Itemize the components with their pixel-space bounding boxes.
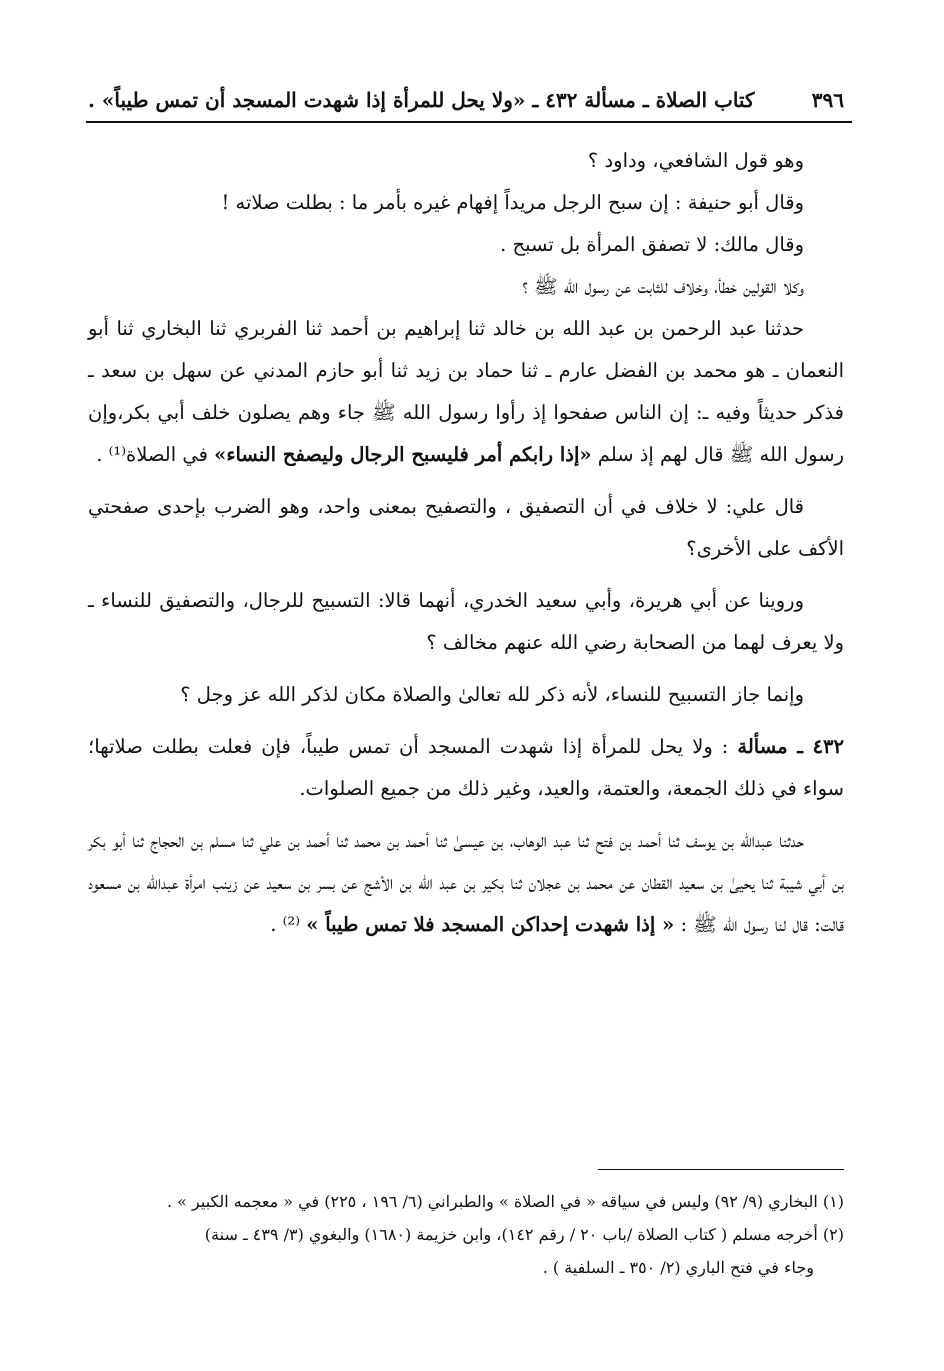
hadith-end-2: ⁽²⁾ . [270, 913, 301, 936]
hadith-chain: حدثنا عبد الرحمن بن عبد الله بن خالد ثنا إبراهيم بن أحمد ثنا الفربري ثنا البخاري ثنا أبو النعمان ـ هو محمد بن الفضل عارم ـ ثنا حماد بن زيد ثنا أبو حازم المدني عن سهل بن سعد ـ فذكر حديثاً وفيه ـ: إن الناس صفحوا إذ رأوا رسول الله ﷺ جاء وهم يصلون خلف أبي بكر،وإن رسول الله ﷺ قال لهم إذ سلم [88, 317, 844, 466]
running-title: كتاب الصلاة ـ مسألة ٤٣٢ ـ «ولا يحل للمرأة إذا شهدت المسجد أن تمس طيباً» . [88, 88, 755, 112]
paragraph-10 [88, 820, 844, 946]
paragraph-7: وروينا عن أبي هريرة، وأبي سعيد الخدري، أنهما قالا: التسبيح للرجال، والتصفيق للنساء ـ ولا يعرف لهما من الصحابة رضي الله عنهم مخالف ؟ [88, 589, 844, 654]
header-rule [86, 121, 852, 123]
hadith-quote: «إذا رابكم أمر فليسبح الرجال وليصفح النساء» [214, 443, 592, 466]
paragraph-2: وقال أبو حنيفة : إن سبح الرجل مريداً إفهام غيره بأمر ما : بطلت صلاته ! [221, 191, 804, 214]
footnote-rule [598, 1169, 844, 1170]
paragraph-4: وكلا القولين خطأ، وخلاف للثابت عن رسول الله ﷺ ؟ [522, 275, 804, 298]
paragraph-5 [88, 308, 844, 476]
main-text [88, 140, 844, 946]
issue-label: ٤٣٢ ـ مسألة [737, 735, 844, 758]
paragraph-6: قال علي: لا خلاف في أن التصفيق ، والتصفيح بمعنى واحد، وهو الضرب بإحدى صفحتي الأكف على الأخرى؟ [88, 495, 844, 560]
paragraph-9 [88, 726, 844, 810]
page-header [88, 72, 844, 112]
page-number: ٣٩٦ [811, 88, 844, 112]
paragraph-1: وهو قول الشافعي، وداود ؟ [587, 149, 804, 172]
hadith-quote-2: « إذا شهدت إحداكن المسجد فلا تمس طيباً » [306, 913, 675, 936]
issue-text: : ولا يحل للمرأة إذا شهدت المسجد أن تمس طيباً، فإن فعلت بطلت صلاتها؛ سواء في ذلك الجمعة، والعتمة، والعيد، وغير ذلك من جميع الصلوات. [88, 735, 844, 800]
footnote-1: (١) البخاري (٩/ ٩٢) وليس في سياقه « في الصلاة » والطبراني (٦/ ١٩٦ ، ٢٢٥) في « معجمه الكبير » . [166, 1192, 844, 1211]
footnotes [92, 1185, 844, 1284]
footnote-2: (٢) أخرجه مسلم ( كتاب الصلاة /باب ٢٠ / رقم ١٤٢)، وابن خزيمة (١٦٨٠) والبغوي (٣/ ٤٣٩ ـ سنة) [204, 1225, 844, 1244]
footnote-2-continuation: وجاء في فتح الباري (٢/ ٣٥٠ ـ السلفية ) . [542, 1258, 814, 1277]
paragraph-8: وإنما جاز التسبيح للنساء، لأنه ذكر لله تعالىٰ والصلاة مكان لذكر الله عز وجل ؟ [180, 683, 804, 706]
hadith-end: في الصلاة⁽¹⁾ . [96, 443, 208, 466]
paragraph-3: وقال مالك: لا تصفق المرأة بل تسبح . [500, 233, 804, 256]
hadith-chain-2: حدثنا عبدالله بن يوسف ثنا أحمد بن فتح ثنا عبد الوهاب، بن عيسىٰ ثنا أحمد بن محمد ثنا أحمد بن علي ثنا مسلم بن الحجاج ثنا أبو بكر بن أبي شيبة ثنا يحيىٰ بن سعيد القطان عن محمد بن عجلان ثنا بكير بن عبد الله بن الأشج عن بسر بن سعيد عن زينب امرأة عبدالله بن مسعود قالت: قال لنا رسول الله ﷺ : [88, 829, 844, 936]
